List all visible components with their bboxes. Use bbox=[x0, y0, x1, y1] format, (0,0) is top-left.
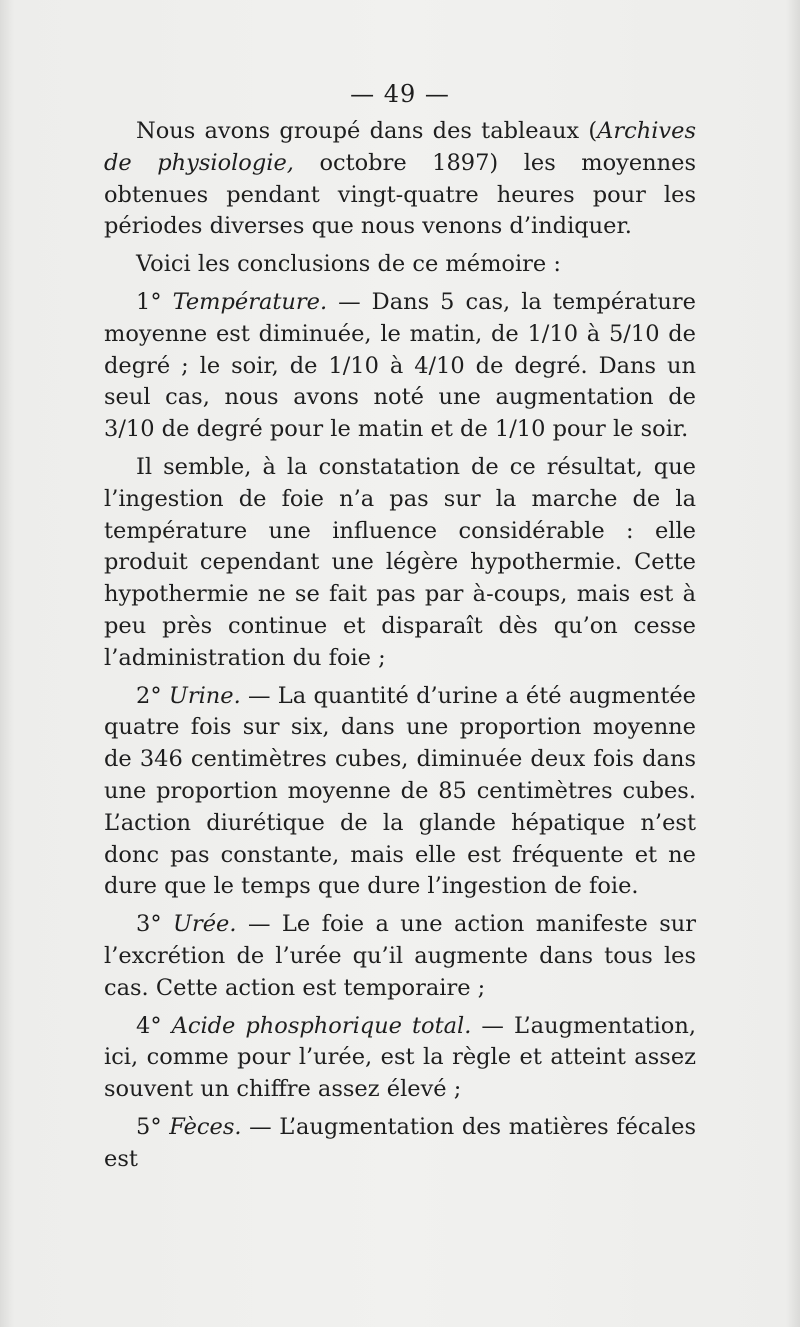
body-text bbox=[104, 116, 696, 1176]
paragraph-text: 4° bbox=[136, 1012, 172, 1039]
paragraph-text: Il semble, à la constatation de ce résultat, que l’ingestion de foie n’a pas sur la marche de la température une influence considérable : elle produit cependant une légère hypothermie. Cette hypothermie ne se fait pas par à-coups, mais est à peu près continue et disparaît dès qu’on cesse l’administration du foie ; bbox=[104, 453, 696, 671]
paragraph-p7 bbox=[104, 1011, 696, 1106]
paragraph-text: octobre 1897) les moyennes obtenues pendant vingt-quatre heures pour les périodes diverses que nous venons d’indiquer. bbox=[104, 149, 697, 240]
paragraph-text: 1° bbox=[136, 288, 173, 315]
paragraph-p5 bbox=[104, 681, 696, 904]
paragraph-text: — L’augmentation des matières fécales est bbox=[104, 1113, 697, 1172]
paragraph-p4 bbox=[104, 452, 696, 675]
paragraph-text: — Le foie a une action manifeste sur l’excrétion de l’urée qu’il augmente dans tous les cas. Cette action est temporaire ; bbox=[104, 911, 697, 1001]
paragraph-text: — La quantité d’urine a été augmentée quatre fois sur six, dans une proportion moyenne de 346 centimètres cubes, diminuée deux fois dans une proportion moyenne de 85 centimètres cubes. L’action diurétique de la glande hépatique n’est donc pas constante, mais elle est fréquente et ne dure que le temps que dure l’ingestion de foie. bbox=[104, 682, 696, 900]
italic-heading: Urine. bbox=[168, 682, 241, 709]
paragraph-text: 2° bbox=[136, 682, 169, 709]
italic-heading: Urée. bbox=[173, 911, 237, 938]
italic-heading: Archives de physiologie, bbox=[104, 118, 696, 176]
paragraph-p2 bbox=[104, 249, 696, 281]
paragraph-p6 bbox=[104, 909, 696, 1004]
paragraph-text: 3° bbox=[136, 911, 174, 938]
page-number: — 49 — bbox=[350, 80, 450, 108]
paragraph-text: 5° bbox=[136, 1113, 170, 1140]
paragraph-text: Nous avons groupé dans des tableaux ( bbox=[136, 118, 598, 144]
paragraph-text: — L’augmentation, ici, comme pour l’urée, est la règle et atteint assez souvent un chiffre assez élevé ; bbox=[104, 1012, 696, 1103]
italic-heading: Acide phosphorique total. bbox=[171, 1012, 472, 1039]
paragraph-p1 bbox=[104, 116, 696, 243]
italic-heading: Fèces. bbox=[169, 1113, 242, 1140]
paragraph-p3 bbox=[104, 287, 696, 446]
italic-heading: Température. bbox=[172, 288, 328, 315]
paragraph-p8 bbox=[104, 1112, 696, 1176]
paragraph-text: Voici les conclusions de ce mémoire : bbox=[136, 251, 561, 278]
paragraph-text: — Dans 5 cas, la température moyenne est diminuée, le matin, de 1/10 à 5/10 de degré ; le soir, de 1/10 à 4/10 de degré. Dans un seul cas, nous avons noté une augmentation de 3/10 de degré pour le matin et de 1/10 pour le soir. bbox=[104, 288, 696, 443]
